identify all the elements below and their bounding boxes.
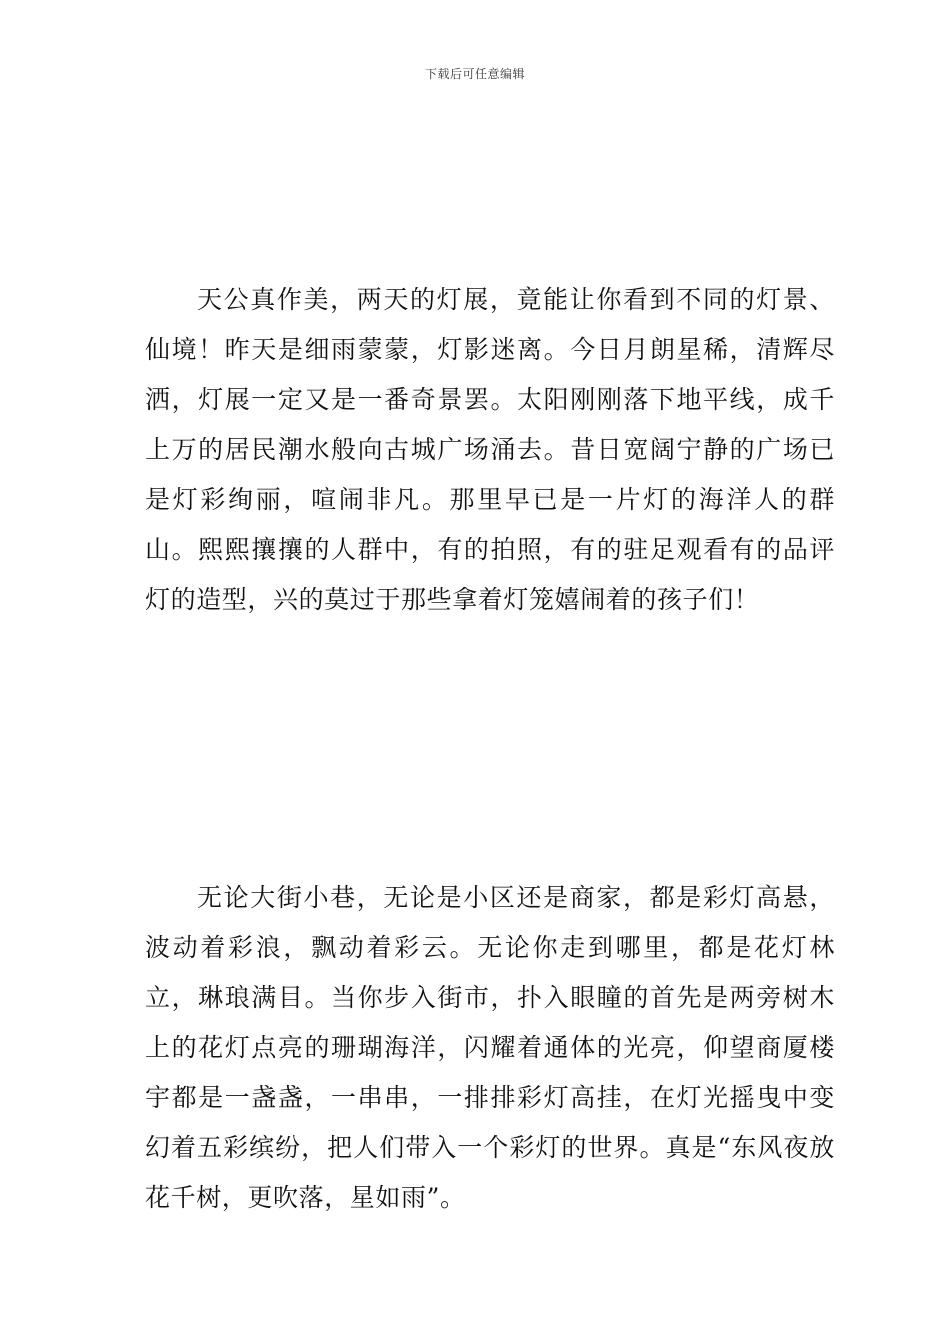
paragraph-lantern-show: 天公真作美，两天的灯展，竟能让你看到不同的灯景、仙境！昨天是细雨蒙蒙，灯影迷离。今日月朗星稀，清辉尽洒，灯展一定又是一番奇景罢。太阳刚刚落下地平线，成千上万的居民潮水般向古城广场涌去。昔日宽阔宁静的广场已是灯彩绚丽，喧闹非凡。那里早已是一片灯的海洋人的群山。熙熙攘攘的人群中，有的拍照，有的驻足观看有的品评灯的造型，兴的莫过于那些拿着灯笼嬉闹着的孩子们！ bbox=[145, 285, 835, 614]
paragraph-street-lanterns: 无论大街小巷，无论是小区还是商家，都是彩灯高悬，波动着彩浪，飘动着彩云。无论你走到哪里，都是花灯林立，琳琅满目。当你步入街市，扑入眼瞳的首先是两旁树木上的花灯点亮的珊瑚海洋，闪耀着通体的光亮，仰望商厦楼宇都是一盏盏，一串串，一排排彩灯高挂，在灯光摇曳中变幻着五彩缤纷，把人们带入一个彩灯的世界。真是“东风夜放花千树，更吹落，星如雨”。 bbox=[145, 883, 835, 1212]
page-header: 下载后可任意编辑 bbox=[424, 67, 525, 81]
